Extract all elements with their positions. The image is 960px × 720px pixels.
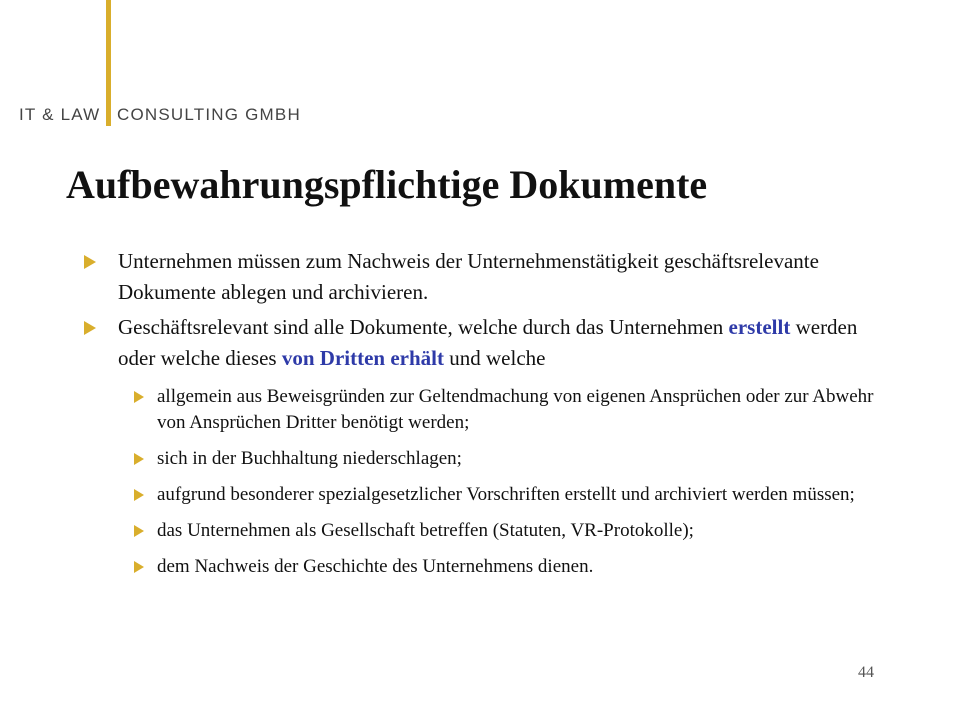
logo-text-left: IT & LAW bbox=[19, 105, 101, 124]
page-number: 44 bbox=[858, 664, 874, 681]
arrowhead-icon bbox=[84, 321, 96, 335]
bullet-item bbox=[84, 312, 884, 374]
arrowhead-icon bbox=[134, 391, 144, 403]
sub-bullet-text: dem Nachweis der Geschichte des Unternehmens dienen. bbox=[157, 556, 594, 577]
slide-title: Aufbewahrungspflichtige Dokumente bbox=[66, 162, 708, 207]
arrowhead-icon bbox=[134, 489, 144, 501]
bullet-text: werden oder welche dieses bbox=[118, 315, 858, 370]
sub-bullet-item bbox=[84, 554, 884, 580]
sub-bullet-item bbox=[84, 446, 884, 472]
bullet-text: Geschäftsrelevant sind alle Dokumente, welche durch das Unternehmen bbox=[118, 315, 724, 339]
sub-bullet-item bbox=[84, 518, 884, 544]
bullet-text: und welche bbox=[449, 346, 546, 370]
slide-content bbox=[84, 246, 884, 590]
sub-bullet-item bbox=[84, 482, 884, 508]
logo-divider-line bbox=[106, 0, 111, 126]
arrowhead-icon bbox=[134, 453, 144, 465]
highlight-text: von Dritten erhält bbox=[281, 346, 444, 370]
sub-bullet-item bbox=[84, 384, 884, 436]
sub-bullet-text: allgemein aus Beweisgründen zur Geltendmachung von eigenen Ansprüchen oder zur Abwehr von Ansprüchen Dritter benötigt werden; bbox=[157, 386, 874, 433]
bullet-item bbox=[84, 246, 884, 308]
sub-bullet-text: das Unternehmen als Gesellschaft betreffen (Statuten, VR-Protokolle); bbox=[157, 520, 694, 541]
sub-bullet-text: sich in der Buchhaltung niederschlagen; bbox=[157, 448, 462, 469]
highlight-text: erstellt bbox=[728, 315, 791, 339]
arrowhead-icon bbox=[84, 255, 96, 269]
arrowhead-icon bbox=[134, 525, 144, 537]
arrowhead-icon bbox=[134, 561, 144, 573]
sub-bullet-text: aufgrund besonderer spezialgesetzlicher Vorschriften erstellt und archiviert werden müssen; bbox=[157, 484, 855, 505]
logo-text-right: CONSULTING GMBH bbox=[117, 105, 301, 124]
bullet-text: Unternehmen müssen zum Nachweis der Unternehmenstätigkeit geschäftsrelevante Dokumente ablegen und archivieren. bbox=[118, 249, 819, 304]
